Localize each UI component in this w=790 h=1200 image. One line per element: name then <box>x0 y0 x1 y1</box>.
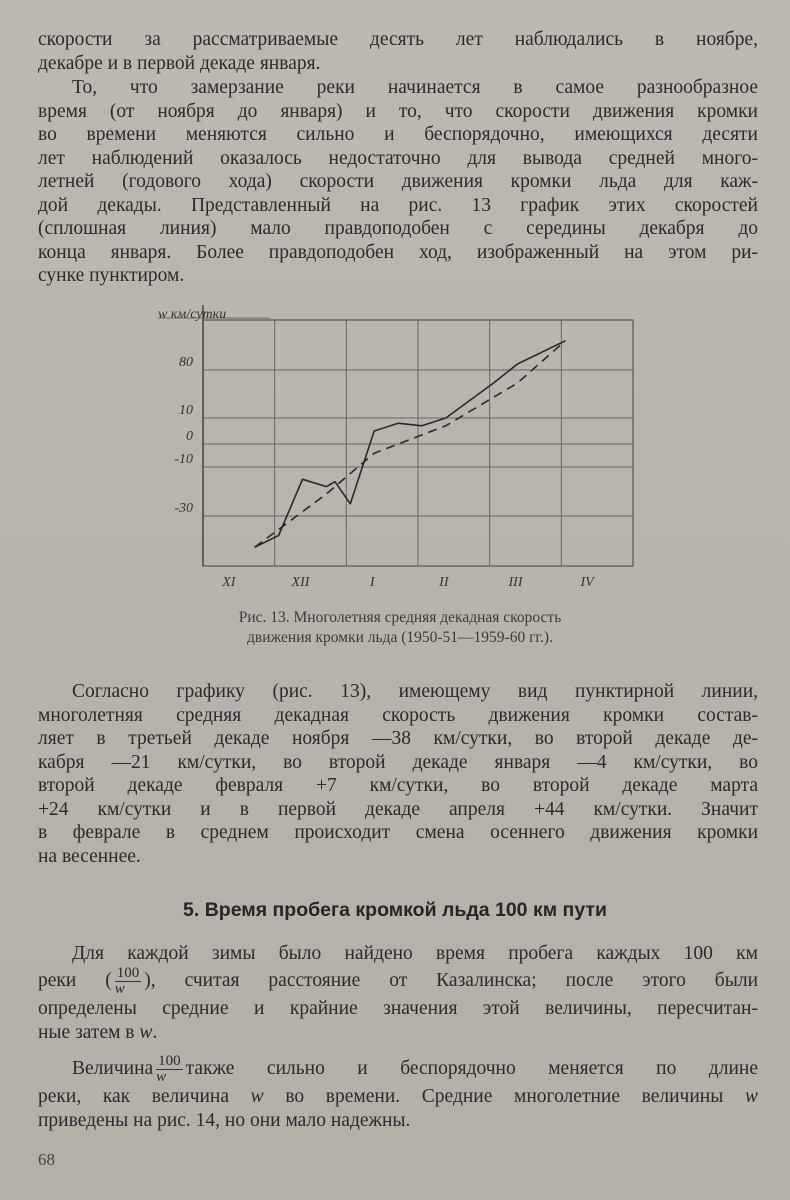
text-line: (сплошная линия) мало правдоподобен с середины декабря до <box>38 218 758 239</box>
text-line: кабря —21 км/сутки, во второй декаде января —4 км/сутки, во <box>38 751 758 773</box>
caption-line: Рис. 13. Многолетняя средняя декадная скорость <box>238 609 562 626</box>
fraction <box>156 1054 183 1085</box>
chart-grid <box>203 320 633 566</box>
x-tick-label: XI <box>222 575 236 590</box>
text-line: То, что замерзание реки начинается в самое разнообразное <box>72 77 758 98</box>
paragraph-fourth <box>38 942 758 1045</box>
text-line: дой декады. Представленный на рис. 13 график этих скоростей <box>38 194 758 216</box>
chart-y-axis-label: w км/сутки <box>158 307 227 322</box>
paragraph-fifth <box>38 1054 758 1133</box>
text-fragment: реки, как величина <box>38 1086 251 1108</box>
figure-caption <box>110 608 690 648</box>
fraction-numerator: 100 <box>116 965 140 982</box>
text-fragment: ), считая расстояние от Казалинска; после этого были <box>144 970 759 991</box>
text-line: Согласно графику (рис. 13), имеющему вид пунктирной линии, <box>72 681 758 702</box>
text-line: +24 км/сутки и в первой декаде апреля +44 км/сутки. Значит <box>38 798 758 820</box>
text-fragment: . <box>152 1022 158 1044</box>
text-line: Для каждой зимы было найдено время пробега каждых 100 км <box>72 943 758 964</box>
page-number: 68 <box>38 1150 55 1169</box>
variable-w: w <box>744 1086 758 1108</box>
x-tick-label: III <box>508 575 523 590</box>
y-tick-label: -10 <box>174 452 193 467</box>
text-line <box>38 966 758 997</box>
text-line: второй декаде февраля +7 км/сутки, во второй декаде марта <box>38 775 758 796</box>
text-line: ляет в третьей декаде ноября —38 км/сутки, во второй декаде де- <box>38 728 758 749</box>
y-tick-label: 0 <box>186 429 193 444</box>
text-line <box>38 1021 758 1045</box>
text-fragment: во времени. Средние многолетние величины <box>263 1086 745 1108</box>
text-line: время (от ноября до января) и то, что скорости движения кромки <box>38 100 758 122</box>
section-heading: 5. Время пробега кромкой льда 100 км пути <box>183 899 607 921</box>
text-line: на весеннее. <box>38 845 141 867</box>
text-line: лет наблюдений оказалось недостаточно для вывода средней много- <box>38 147 758 169</box>
y-tick-label: 10 <box>179 403 193 418</box>
text-line: приведены на рис. 14, но они мало надежны. <box>38 1110 411 1132</box>
text-line: декабре и в первой декаде января. <box>38 52 321 74</box>
text-line <box>38 1085 758 1109</box>
text-line: во времени меняются сильно и беспорядочно, имеющихся десяти <box>38 124 758 145</box>
y-tick-label: 80 <box>179 355 193 370</box>
caption-line: движения кромки льда (1950-51—1959-60 гг.). <box>247 629 553 646</box>
x-tick-label: I <box>369 575 375 590</box>
x-tick-label: XII <box>291 575 310 590</box>
fraction-denominator: w <box>114 981 125 998</box>
text-fragment: ные затем в <box>38 1022 140 1044</box>
y-tick-label: -30 <box>174 501 193 516</box>
text-fragment: также сильно и беспорядочно меняется по длине <box>185 1058 758 1079</box>
text-line: многолетняя средняя декадная скорость движения кромки состав- <box>38 704 758 726</box>
text-line: скорости за рассматриваемые десять лет наблюдались в ноябре, <box>38 29 758 50</box>
fraction-numerator: 100 <box>158 1053 181 1070</box>
variable-w: w <box>139 1022 153 1044</box>
x-tick-label: II <box>439 575 449 590</box>
fraction <box>115 966 142 997</box>
text-line: летней (годового хода) скорости движения кромки льда для каж- <box>38 171 758 192</box>
text-line: определены средние и крайние значения этой величины, пересчитан- <box>38 998 758 1020</box>
x-tick-label: IV <box>580 575 594 590</box>
text-line: сунке пунктиром. <box>38 265 185 286</box>
text-line: конца января. Более правдоподобен ход, изображенный на этом ри- <box>38 241 758 263</box>
variable-w: w <box>250 1086 264 1108</box>
text-fragment: Величина <box>72 1058 154 1079</box>
fraction-denominator: w <box>156 1069 167 1086</box>
text-fragment: реки ( <box>38 970 112 991</box>
chart-axes <box>158 305 595 590</box>
text-line <box>38 1054 758 1085</box>
paragraph-third <box>38 680 758 868</box>
text-line: в феврале в среднем происходит смена осеннего движения кромки <box>38 822 758 843</box>
